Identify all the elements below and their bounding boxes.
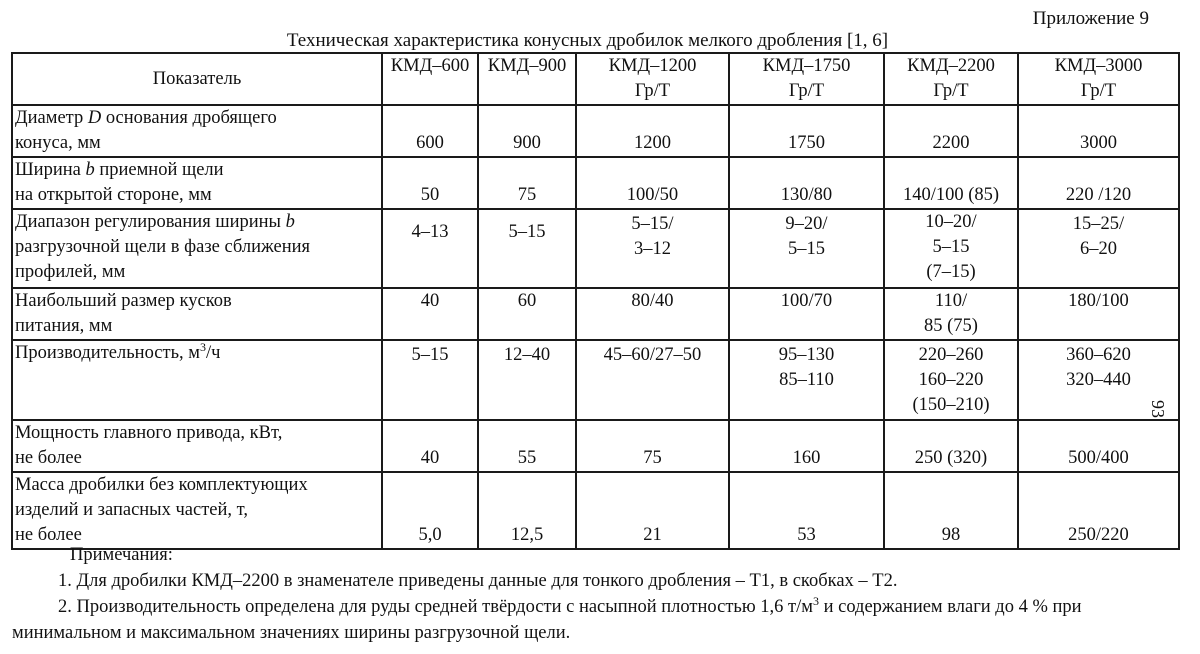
spec-table: [11, 52, 1180, 550]
row-label: Ширина b приемной щели на открытой стороне, мм: [12, 157, 382, 209]
table-header-row: [12, 53, 1179, 105]
row-value: 75: [478, 157, 576, 209]
table-row: [12, 472, 1179, 549]
row-value: 100/70: [729, 288, 884, 340]
row-value: 2200: [884, 105, 1018, 157]
table-row: [12, 420, 1179, 472]
row-value: 5,0: [382, 472, 478, 549]
note-1: 1. Для дробилки КМД–2200 в знаменателе приведены данные для тонкого дробления – Т1, в скобках – Т2.: [58, 571, 898, 591]
row-value: 75: [576, 420, 729, 472]
table-row: [12, 209, 1179, 288]
row-value: 80/40: [576, 288, 729, 340]
appendix-label: Приложение 9: [1032, 8, 1149, 29]
row-value: 3000: [1018, 105, 1179, 157]
row-value: 10–20/ 5–15 (7–15): [884, 209, 1018, 288]
row-label: Мощность главного привода, кВт, не более: [12, 420, 382, 472]
row-value: 45–60/27–50: [576, 340, 729, 420]
row-value: 5–15: [478, 209, 576, 288]
row-value: 15–25/ 6–20: [1018, 209, 1179, 288]
row-value: 12,5: [478, 472, 576, 549]
row-value: 220–260 160–220 (150–210): [884, 340, 1018, 420]
row-value: 220 /120: [1018, 157, 1179, 209]
header-model: КМД–1200 Гр/Т: [576, 53, 729, 105]
table-row: [12, 157, 1179, 209]
header-model: КМД–900: [478, 53, 576, 105]
row-value: 21: [576, 472, 729, 549]
notes-heading: Примечания:: [70, 545, 173, 565]
header-model: КМД–600: [382, 53, 478, 105]
header-model: КМД–1750 Гр/Т: [729, 53, 884, 105]
table-title: Техническая характеристика конусных дробилок мелкого дробления [1, 6]: [286, 30, 889, 51]
row-label: Диаметр D основания дробящего конуса, мм: [12, 105, 382, 157]
page-number: 93: [1148, 400, 1168, 418]
row-value: 600: [382, 105, 478, 157]
row-value: 40: [382, 420, 478, 472]
row-value: 140/100 (85): [884, 157, 1018, 209]
row-label: Диапазон регулирования ширины b разгрузочной щели в фазе сближения профилей, мм: [12, 209, 382, 288]
row-value: 130/80: [729, 157, 884, 209]
row-value: 50: [382, 157, 478, 209]
row-value: 4–13: [382, 209, 478, 288]
row-value: 55: [478, 420, 576, 472]
row-label: Наибольший размер кусков питания, мм: [12, 288, 382, 340]
row-value: 180/100: [1018, 288, 1179, 340]
row-value: 5–15: [382, 340, 478, 420]
row-value: 110/ 85 (75): [884, 288, 1018, 340]
row-value: 9–20/ 5–15: [729, 209, 884, 288]
table-row: [12, 288, 1179, 340]
row-value: 12–40: [478, 340, 576, 420]
row-label: Производительность, $м^3/ч$: [12, 340, 382, 420]
header-parameter: Показатель: [12, 53, 382, 105]
table-row: [12, 340, 1179, 420]
header-model: КМД–2200 Гр/Т: [884, 53, 1018, 105]
row-value: 160: [729, 420, 884, 472]
row-value: 250 (320): [884, 420, 1018, 472]
row-value: 60: [478, 288, 576, 340]
row-value: 500/400: [1018, 420, 1179, 472]
row-value: 53: [729, 472, 884, 549]
row-value: 900: [478, 105, 576, 157]
row-value: 360–620 320–440: [1018, 340, 1179, 420]
row-value: 1750: [729, 105, 884, 157]
row-label: Масса дробилки без комплектующих изделий и запасных частей, т, не более: [12, 472, 382, 549]
row-value: 95–130 85–110: [729, 340, 884, 420]
row-value: 98: [884, 472, 1018, 549]
row-value: 5–15/ 3–12: [576, 209, 729, 288]
table-row: [12, 105, 1179, 157]
row-value: 100/50: [576, 157, 729, 209]
note-2: 2. Производительность определена для руды средней твёрдости с насыпной плотностью 1,6 $т/м^3$ и содержанием влаги до 4 % при минимальном и максимальном значениях ширины разгрузочной щели.: [12, 593, 1082, 643]
notes: [12, 542, 1182, 646]
row-value: 40: [382, 288, 478, 340]
row-value: 250/220: [1018, 472, 1179, 549]
header-model: КМД–3000 Гр/Т: [1018, 53, 1179, 105]
row-value: 1200: [576, 105, 729, 157]
